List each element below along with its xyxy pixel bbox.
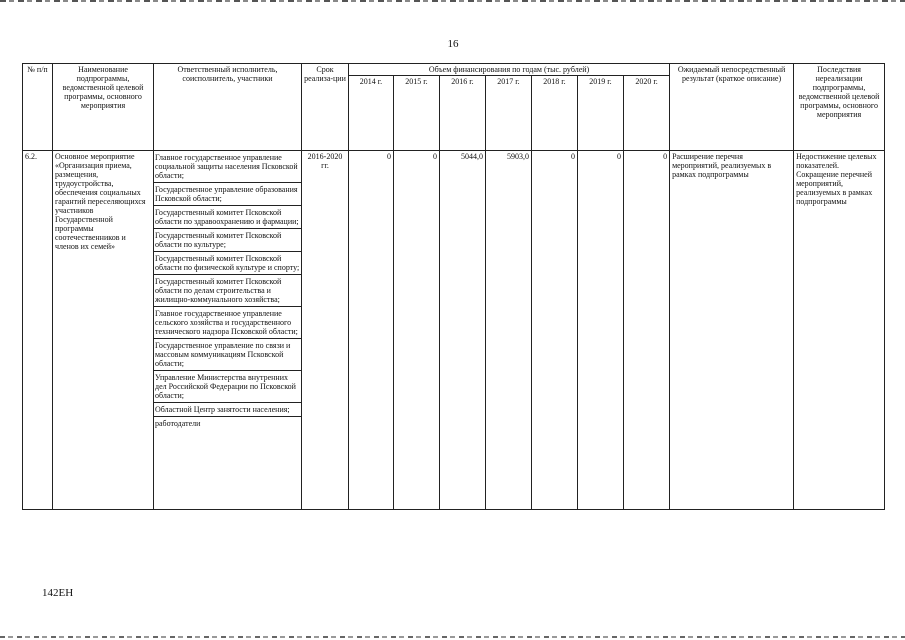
value-2020: 0 <box>624 151 670 510</box>
financing-table <box>22 63 885 510</box>
document-code: 142EH <box>42 587 74 599</box>
header-year-2016: 2016 г. <box>440 76 486 151</box>
header-term: Срок реализа-ции <box>302 64 349 151</box>
executor-item: Государственный комитет Псковской области по делам строительства и жилищно-коммунального хозяйства; <box>154 275 301 307</box>
table-row <box>23 151 885 510</box>
header-year-2017: 2017 г. <box>486 76 532 151</box>
executor-item: Государственный комитет Псковской области по культуре; <box>154 229 301 252</box>
header-year-2018: 2018 г. <box>532 76 578 151</box>
header-year-2015: 2015 г. <box>394 76 440 151</box>
value-2018: 0 <box>532 151 578 510</box>
executor-item: Государственное управление по связи и массовым коммуникациям Псковской области; <box>154 339 301 371</box>
header-consequences: Последствия нереализации подпрограммы, ведомственной целевой программы, основного мероприятия <box>794 64 885 151</box>
value-2017: 5903,0 <box>486 151 532 510</box>
executor-item: Государственный комитет Псковской области по здравоохранению и фармации; <box>154 206 301 229</box>
executor-item: Государственное управление образования Псковской области; <box>154 183 301 206</box>
header-year-2014: 2014 г. <box>349 76 394 151</box>
header-year-2019: 2019 г. <box>578 76 624 151</box>
executor-item: работодатели <box>155 419 201 428</box>
page-number: 16 <box>447 38 459 50</box>
row-name: Основное мероприятие «Организация приема, размещения, трудоустройства, обеспечения социальных гарантий переселяющихся участников Государственной программы соотечественников и членов их семей» <box>53 151 154 510</box>
value-2019: 0 <box>578 151 624 510</box>
row-num: 6.2. <box>23 151 53 510</box>
scan-edge-bottom <box>0 636 905 638</box>
value-2014: 0 <box>349 151 394 510</box>
header-name: Наименование подпрограммы, ведомственной целевой программы, основного мероприятия <box>53 64 154 151</box>
header-executor: Ответственный исполнитель, соисполнитель, участники <box>154 64 302 151</box>
executor-item: Областной Центр занятости населения; <box>154 403 301 417</box>
row-consequences: Недостижение целевых показателей. Сокращение перечней мероприятий, реализуемых в рамках подпрограммы <box>794 151 885 510</box>
row-executors <box>154 151 302 510</box>
value-2016: 5044,0 <box>440 151 486 510</box>
header-row-1 <box>23 64 885 76</box>
header-num: № п/п <box>23 64 53 151</box>
executor-item: Главное государственное управление сельского хозяйства и государственного технического надзора Псковской области; <box>154 307 301 339</box>
value-2015: 0 <box>394 151 440 510</box>
row-expected: Расширение перечня мероприятий, реализуемых в рамках подпрограммы <box>670 151 794 510</box>
header-year-2020: 2020 г. <box>624 76 670 151</box>
row-term: 2016-2020 гг. <box>302 151 349 510</box>
executor-item: Управление Министерства внутренних дел Российской Федерации по Псковской области; <box>154 371 301 403</box>
executor-item: Государственный комитет Псковской области по физической культуре и спорту; <box>154 252 301 275</box>
header-expected: Ожидаемый непосредственный результат (краткое описание) <box>670 64 794 151</box>
header-financing: Объем финансирования по годам (тыс. рублей) <box>349 64 670 76</box>
executor-item: Главное государственное управление социальной защиты населения Псковской области; <box>154 151 301 183</box>
scan-edge-top <box>0 0 905 2</box>
